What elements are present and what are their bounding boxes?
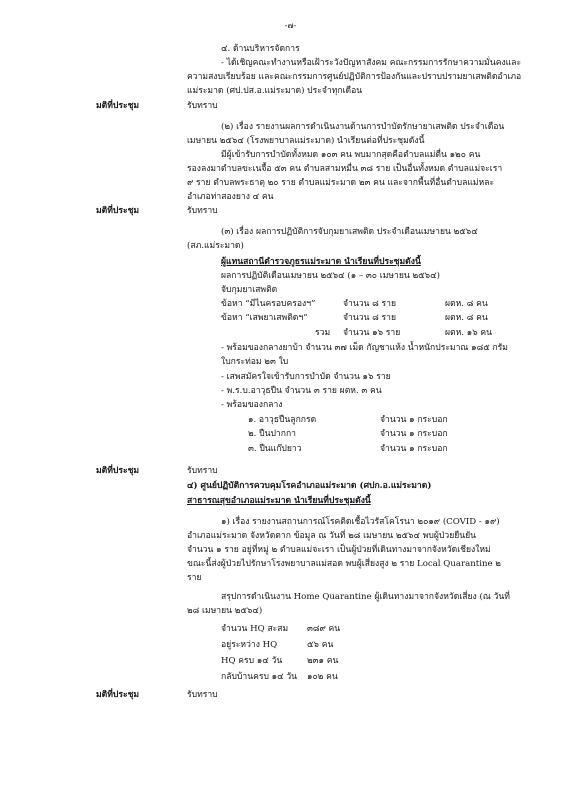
agenda-item: (๒) เรื่อง รายงานผลการดำเนินงานด้านการบำบัดรักษายาเสพติด ประจำเดือน — [221, 122, 505, 132]
agenda-item: ๑) เรื่อง รายงานสถานการณ์โรคติดเชื้อไวรัสโคโรนา ๒๐๑๙ (COVID - ๑๙) — [221, 517, 500, 527]
arrest-suspects: ผตห. ๘ คน — [445, 299, 488, 309]
paragraph-line: - เสพสมัครใจเข้ารับการบำบัด จำนวน ๑๖ ราย — [221, 372, 391, 382]
paragraph-line: - พร้อมของกลาง — [221, 400, 283, 410]
arrest-suspects: ผตห. ๑๖ คน — [445, 328, 493, 338]
paragraph-line: (สภ.แม่ระมาด) — [187, 241, 244, 251]
paragraph-line: สรุปการดำเนินงาน Home Quarantine ผู้เดินทางมาจากจังหวัดเสี่ยง (ณ วันที่ — [221, 592, 510, 602]
resolution-text: รับทราบ — [187, 466, 218, 476]
section-heading: ๔. ด้านบริหารจัดการ — [221, 44, 300, 54]
resolution-label: มติที่ประชุม — [96, 101, 140, 111]
hq-value: ๕๖ คน — [307, 640, 334, 650]
arrest-charge: ข้อหา “มีไนครอบครองฯ” — [221, 299, 316, 309]
evidence-count: จำนวน ๑ กระบอก — [380, 444, 448, 454]
paragraph-line: - พ.ร.บ.อาวุธปืน จำนวน ๓ ราย ผตห. ๓ คน — [221, 386, 382, 396]
arrest-charge: ข้อหา “เสพยาเสพติดฯ” — [221, 313, 308, 323]
hq-value: ๓๘๙ คน — [307, 624, 341, 634]
paragraph-line: ๙ ราย ตำบลพระธาตุ ๒๐ ราย ตำบลแม่ระมาด ๒๓ คน และจากพื้นที่อื่นตำบลแม่หละ — [187, 178, 495, 188]
paragraph-line: ผลการปฏิบัติเดือนเมษายน ๒๕๖๔ (๑ – ๓๐ เมษายน ๒๕๖๔) — [221, 271, 440, 281]
arrest-suspects: ผตห. ๘ คน — [445, 313, 488, 323]
hq-label: กลับบ้านครบ ๑๔ วัน — [221, 672, 298, 682]
resolution-text: รับทราบ — [187, 101, 218, 111]
evidence-count: จำนวน ๑ กระบอก — [380, 415, 448, 425]
hq-label: อยู่ระหว่าง HQ — [221, 640, 278, 650]
paragraph-line: อำเภอท่าสองยาง ๔ คน — [187, 192, 274, 202]
hq-label: จำนวน HQ สะสม — [221, 624, 289, 634]
paragraph-line: ใบกระท่อม ๒๓ ใบ — [221, 357, 289, 367]
paragraph-line: จับกุมยาเสพติด — [221, 285, 278, 295]
paragraph-line: รองลงมาตำบลขะเนจื้อ ๕๓ คน ตำบลสามหมื่น ๓๘ ราย เป็นอื่นทั้งหมด ตำบลแม่จะเรา — [187, 164, 503, 174]
resolution-text: รับทราบ — [187, 206, 218, 216]
hq-value: ๑๐๒ คน — [307, 672, 338, 682]
paragraph-line: จำนวน ๑ ราย อยู่ที่หมู่ ๒ ตำบลแม่จะเรา เป็นผู้ป่วยที่เดินทางมาจากจังหวัดเชียงใหม่ — [187, 545, 491, 555]
paragraph-line: - พร้อมของกลางยาบ้า จำนวน ๓๗ เม็ด กัญชาแห้ง น้ำหนักประมาณ ๑๘๕ กรัม — [221, 343, 508, 353]
paragraph-line: - ได้เชิญคณะทำงานหรือเฝ้าระวังปัญหาสังคม คณะกรรมการรักษาความมั่นคงและ — [221, 58, 522, 68]
page-number: -๗- — [284, 21, 297, 30]
arrest-count: จำนวน ๑๖ ราย — [343, 328, 401, 338]
arrest-count: จำนวน ๘ ราย — [343, 299, 397, 309]
presenter-heading: สาธารณสุขอำเภอแม่ระมาด นำเรียนที่ประชุมดังนี้ — [187, 496, 371, 506]
paragraph-line: ราย — [187, 573, 202, 583]
paragraph-line: ขณะนี้ส่งผู้ป่วยไปรักษาโรงพยาบาลแม่สอด พบผู้เสี่ยงสูง ๒ ราย Local Quarantine ๒ — [187, 559, 501, 569]
hq-label: HQ ครบ ๑๔ วัน — [221, 656, 283, 666]
presenter-heading: ผู้แทนสถานีตำรวจภูธรแม่ระมาด นำเรียนที่ประชุมดังนี้ — [221, 257, 421, 267]
evidence-item: ๑. อาวุธปืนลูกกรด — [248, 415, 317, 425]
paragraph-line: ๒๘ เมษายน ๒๕๖๔) — [187, 606, 263, 616]
paragraph-line: ความสงบเรียบร้อย และคณะกรรมการศูนย์ปฏิบัติการป้องกันและปราบปรามยาเสพติดอำเภอ — [187, 72, 522, 82]
hq-value: ๒๓๑ คน — [307, 656, 339, 666]
paragraph-line: มีผู้เข้ารับการบำบัดทั้งหมด ๑๐๓ คน พบมากสุดคือตำบลแม่ตื่น ๑๒๐ คน — [221, 150, 481, 160]
paragraph-line: เมษายน ๒๕๖๔ (โรงพยาบาลแม่ระมาด) นำเรียนต่อที่ประชุมดังนี้ — [187, 136, 425, 146]
agenda-item: (๓) เรื่อง ผลการปฏิบัติการจับกุมยาเสพติด ประจำเดือนเมษายน ๒๕๖๔ — [221, 227, 478, 237]
arrest-count: จำนวน ๘ ราย — [343, 313, 397, 323]
paragraph-line: อำเภอแม่ระมาด จังหวัดตาก ข้อมูล ณ วันที่ ๒๘ เมษายน ๒๕๖๔ พบผู้ป่วยยืนยัน — [187, 531, 477, 541]
resolution-label: มติที่ประชุม — [96, 206, 140, 216]
evidence-count: จำนวน ๑ กระบอก — [380, 429, 448, 439]
evidence-item: ๓. ปืนแก๊ปยาว — [248, 444, 302, 454]
evidence-item: ๒. ปืนปากกา — [248, 429, 296, 439]
resolution-label: มติที่ประชุม — [96, 466, 140, 476]
paragraph-line: แม่ระมาด (ศป.ปส.อ.แม่ระมาด) ประจำทุกเดือน — [187, 86, 363, 96]
resolution-text: รับทราบ — [187, 690, 218, 700]
resolution-label: มติที่ประชุม — [96, 690, 140, 700]
arrest-total-label: รวม — [315, 328, 331, 338]
section-heading: ๔) ศูนย์ปฏิบัติการควบคุมโรคอำเภอแม่ระมาด (ศปก.อ.แม่ระมาด) — [187, 481, 432, 491]
